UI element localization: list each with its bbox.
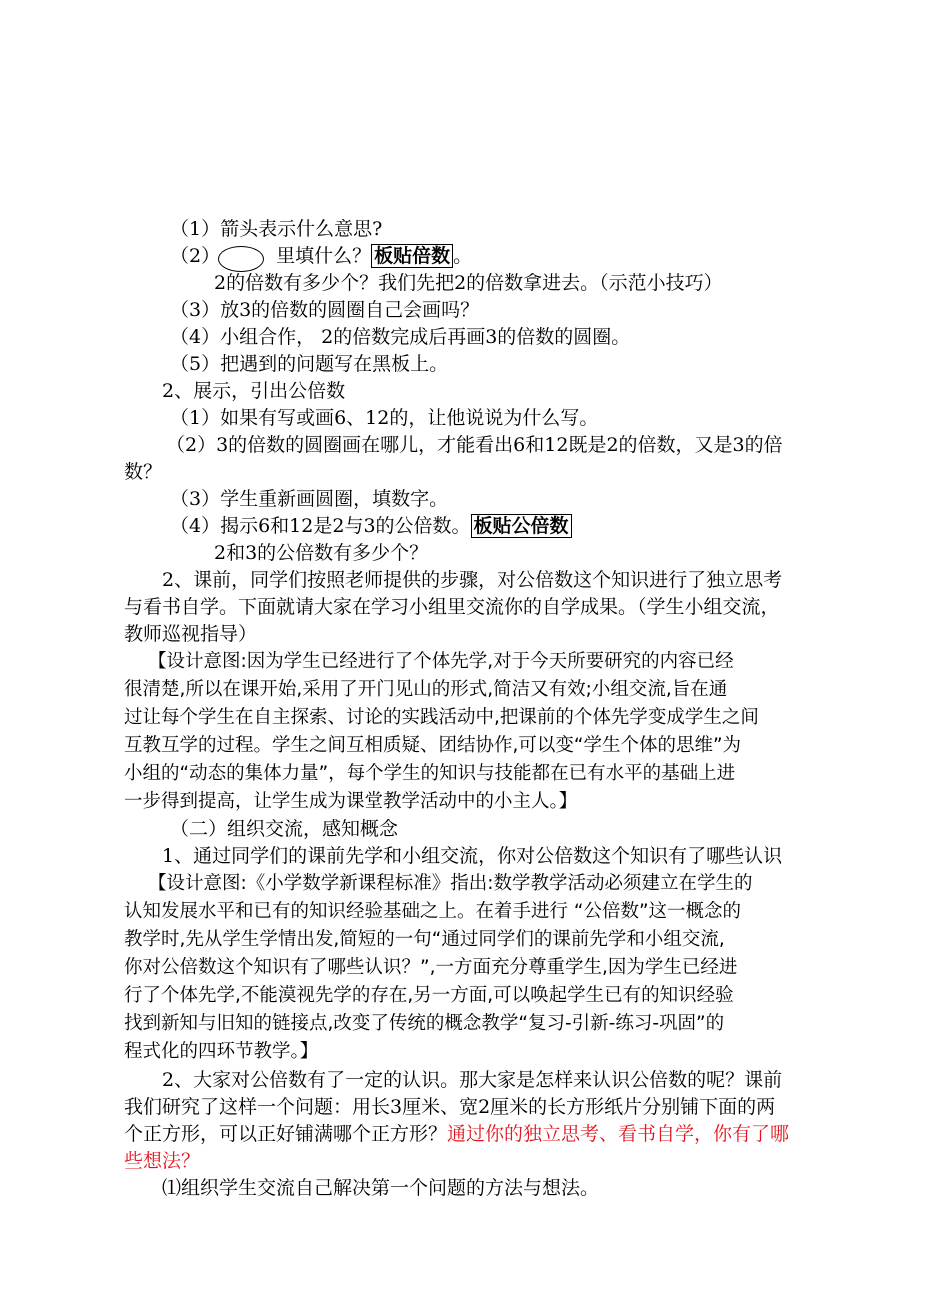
item-1: （1）箭头表示什么意思? xyxy=(170,218,383,240)
paragraph-problem-1: 2、大家对公倍数有了一定的认识。那大家是怎样来认识公倍数的呢？课前 xyxy=(162,1069,783,1091)
common-multiples-question: 2和3的公倍数有多少个？ xyxy=(214,542,429,564)
show-item-2-cont: 数？ xyxy=(124,461,163,483)
design-intent-1-line-2: 很清楚,所以在课开始,采用了开门见山的形式,简洁又有效;小组交流,旨在通 xyxy=(124,679,728,700)
show-item-2: （2）3的倍数的圆圈画在哪儿，才能看出6和12既是2的倍数，又是3的倍 xyxy=(166,434,783,456)
paragraph-problem-3-text: 个正方形，可以正好铺满哪个正方形？ xyxy=(124,1123,448,1145)
design-intent-2-line-2: 认知发展水平和已有的知识经验基础之上。在着手进行 “公倍数”这一概念的 xyxy=(124,901,742,922)
step-1: ⑴组织学生交流自己解决第一个问题的方法与想法。 xyxy=(162,1177,600,1199)
highlighted-question: 通过你的独立思考、看书自学，你有了哪 xyxy=(447,1123,790,1145)
design-intent-2-line-3: 教学时,先从学生学情出发,简短的一句“通过同学们的课前先学和小组交流, xyxy=(124,929,725,950)
design-intent-2-line-5: 行了个体先学,不能漠视先学的存在,另一方面,可以唤起学生已有的知识经验 xyxy=(124,985,734,1006)
paragraph-preclass: 2、课前，同学们按照老师提供的步骤，对公倍数这个知识进行了独立思考 xyxy=(162,569,783,591)
highlighted-question-cont: 些想法？ xyxy=(124,1150,201,1172)
paragraph-preclass-3: 教师巡视指导） xyxy=(124,623,258,645)
section-heading-2: （二）组织交流，感知概念 xyxy=(170,818,399,840)
board-label-common-multiples: 板贴公倍数 xyxy=(471,514,572,538)
design-intent-1-line-4: 互教互学的过程。学生之间互相质疑、团结协作,可以变“学生个体的思维”为 xyxy=(124,735,742,756)
item-2-text: 里填什么？ xyxy=(276,245,372,267)
design-intent-1-line-6: 一步得到提高，让学生成为课堂教学活动中的小主人。】 xyxy=(124,791,578,812)
design-intent-2-line-1: 【设计意图:《小学数学新课程标准》指出:数学教学活动必须建立在学生的 xyxy=(148,873,753,894)
paragraph-problem-2: 我们研究了这样一个问题：用长3厘米、宽2厘米的长方形纸片分别铺下面的两 xyxy=(124,1096,776,1118)
show-item-4-text: （4）揭示6和12是2与3的公倍数。 xyxy=(170,515,471,537)
design-intent-1-line-5: 小组的“动态的集体力量”，每个学生的知识与技能都在已有水平的基础上进 xyxy=(124,763,736,784)
design-intent-1-line-1: 【设计意图:因为学生已经进行了个体先学,对于今天所要研究的内容已经 xyxy=(148,651,734,672)
item-5: （5）把遇到的问题写在黑板上。 xyxy=(170,353,449,375)
item-2-detail: 2的倍数有多少个？我们先把2的倍数拿进去。（示范小技巧） xyxy=(214,272,723,294)
item-2-number: （2） xyxy=(170,245,221,267)
board-label-multiples: 板贴倍数 xyxy=(371,244,453,268)
item-3: （3）放3的倍数的圆圈自己会画吗？ xyxy=(170,299,480,321)
show-item-3: （3）学生重新画圆圈，填数字。 xyxy=(170,488,449,510)
paragraph-problem-3 xyxy=(124,1121,789,1147)
paragraph-preclass-2: 与看书自学。下面就请大家在学习小组里交流你的自学成果。（学生小组交流， xyxy=(124,596,780,618)
design-intent-2-line-6: 找到新知与旧知的链接点,改变了传统的概念教学“复习-引新-练习-巩固”的 xyxy=(124,1013,725,1034)
item-4: （4）小组合作， 2的倍数完成后再画3的倍数的圆圈。 xyxy=(170,326,631,348)
show-item-4 xyxy=(170,513,572,539)
question-1: 1、通过同学们的课前先学和小组交流，你对公倍数这个知识有了哪些认识 xyxy=(162,845,783,867)
item-2 xyxy=(170,243,472,269)
blank-oval-shape xyxy=(218,246,264,272)
design-intent-2-line-7: 程式化的四环节教学。】 xyxy=(124,1041,319,1062)
show-item-1: （1）如果有写或画6、12的，让他说说为什么写。 xyxy=(170,407,599,429)
design-intent-1-line-3: 过让每个学生在自主探索、讨论的实践活动中,把课前的个体先学变成学生之间 xyxy=(124,707,759,728)
section-2-heading: 2、展示，引出公倍数 xyxy=(162,380,346,402)
design-intent-2-line-4: 你对公倍数这个知识有了哪些认识？”,一方面充分尊重学生,因为学生已经进 xyxy=(124,957,738,978)
item-2-end: 。 xyxy=(453,245,473,267)
